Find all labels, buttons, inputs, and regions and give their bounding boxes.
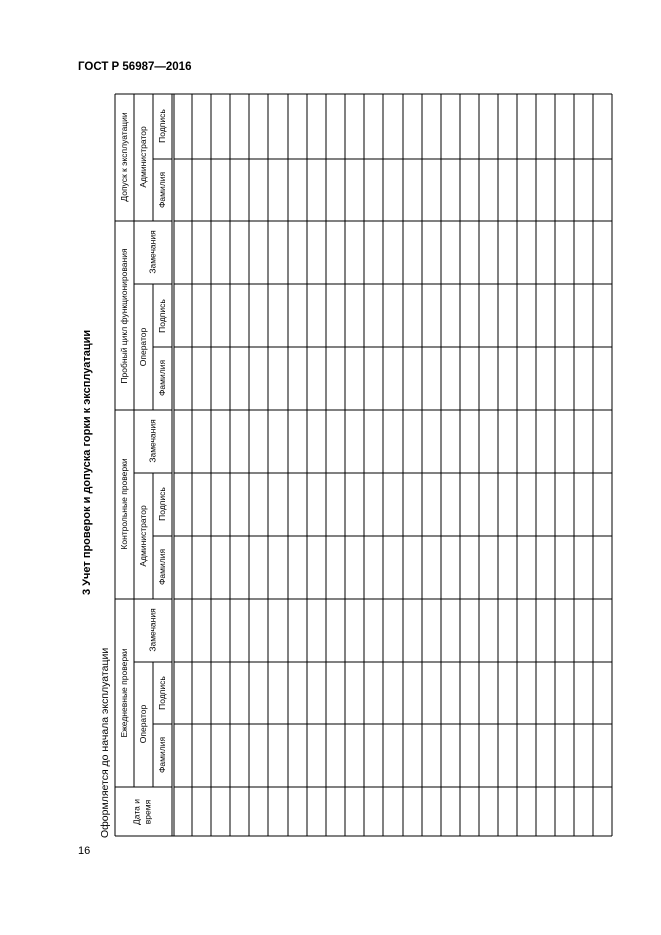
col-surname-2: Фамилия <box>156 548 167 586</box>
col-surname-3: Фамилия <box>156 359 167 397</box>
group-label-trial-run: Пробный цикл функционирования <box>118 248 129 384</box>
group-label-admission: Допуск к эксплуатации <box>118 112 129 202</box>
subgroup-label-admin-2: Администратор <box>137 126 148 188</box>
col-remarks-1: Замечания <box>147 608 158 652</box>
col-signature-4: Подпись <box>156 109 167 143</box>
subgroup-label-admin-1: Администратор <box>137 505 148 567</box>
note-text: Оформляется до начала эксплуатации <box>99 647 111 838</box>
subgroup-label-operator-1: Оператор <box>137 704 148 744</box>
subgroup-label-operator-2: Оператор <box>137 327 148 367</box>
col-remarks-2: Замечания <box>147 419 158 463</box>
group-label-daily-checks: Ежедневные проверки <box>118 648 129 738</box>
date-column-header-line2: время <box>142 799 153 825</box>
col-signature-1: Подпись <box>156 676 167 710</box>
date-column-header-line1: Дата и <box>131 799 142 825</box>
page-number: 16 <box>78 845 91 857</box>
col-signature-2: Подпись <box>156 487 167 521</box>
col-remarks-3: Замечания <box>147 230 158 274</box>
col-surname-1: Фамилия <box>156 736 167 774</box>
col-signature-3: Подпись <box>156 299 167 333</box>
col-surname-4: Фамилия <box>156 171 167 209</box>
group-label-control-checks: Контрольные проверки <box>118 458 129 550</box>
section-title: 3 Учет проверок и допуска горки к эксплуатации <box>81 329 93 595</box>
standard-code: ГОСТ Р 56987—2016 <box>78 61 192 73</box>
